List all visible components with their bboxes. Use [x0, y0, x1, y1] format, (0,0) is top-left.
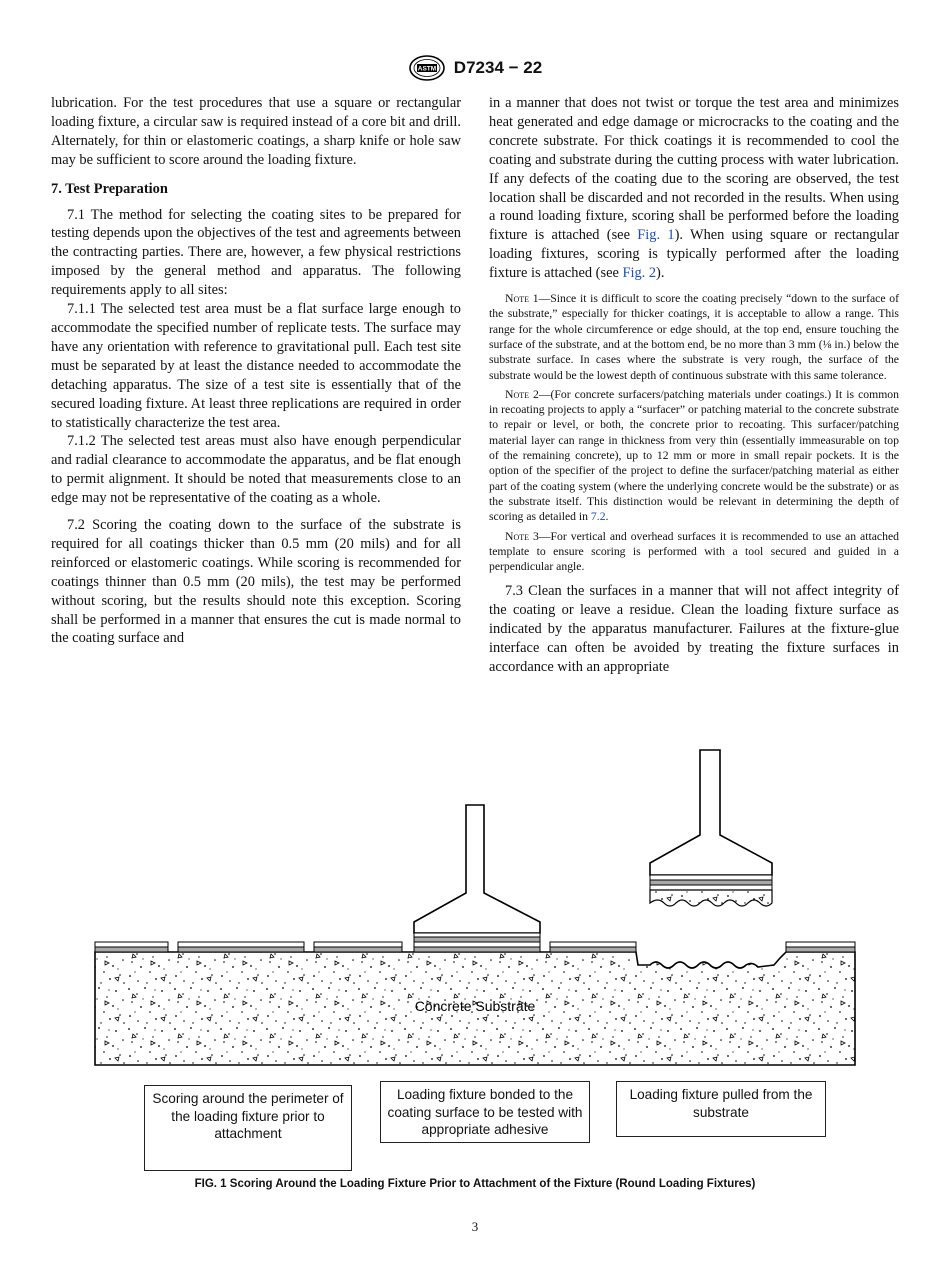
note-3: Note 3—For vertical and overhead surfaces it is recommended to use an attached template to ensure scoring is performed with a tool secured and guided in a perpendicular angle.: [489, 529, 899, 574]
paragraph-7-1-2: 7.1.2 The selected test areas must also have enough perpendicular and radial clearance to accommodate the apparatus, and be flat enough to permit alignment. It should be noted that measurements close to an edge may not be representative of the coating as a whole.: [51, 433, 461, 507]
figure-caption: FIG. 1 Scoring Around the Loading Fixture Prior to Attachment of the Fixture (Round Loading Fixtures): [194, 1178, 756, 1190]
callout-box-scoring: Scoring around the perimeter of the loading fixture prior to attachment: [144, 1085, 352, 1171]
astm-logo-icon: [408, 55, 446, 81]
paragraph-7-3: 7.3 Clean the surfaces in a manner that will not affect integrity of the coating or leave a residue. Clean the loading fixture surface as indicated by the apparatus manufacturer. Failures at the fixture-glue interface can often be avoided by treating the fixture surfaces in accordance with an appropriate: [489, 583, 899, 676]
paragraph-7-1-1: 7.1.1 The selected test area must be a flat surface large enough to accommodate the specified number of replicate tests. The surface may have any orientation with reference to gravitational pull. Each test site must be separated by at least the distance needed to accommodate the detaching apparatus. The size of a test site is essentially that of the secured loading fixture. At least three replications are required in order to statistically characterize the test area.: [51, 301, 461, 431]
figure-1: [80, 745, 870, 1185]
figure-1-diagram: [80, 745, 870, 1075]
coating-layers: [95, 942, 855, 952]
paragraph-continued: lubrication. For the test procedures that use a square or rectangular loading fixture, a circular saw is required instead of a core bit and drill. Alternately, for thin or elastomeric coatings, a sharp knife or hole saw may be sufficient to score around the loading fixture.: [51, 95, 461, 168]
note-2: Note 2—(For concrete surfacers/patching materials under coatings.) It is common in recoating projects to apply a “surfacer” or patching material to the concrete substrate to repair or level, or both, the concrete prior to recoating. This surfacer/patching material layer can range in thickness from very thin (essentially immeasurable on top of the remaining concrete), up to 12 mm or more in small repair pockets. It is the option of the specifier of the project to define the surfacer/patching material as either part of the coating system (where the underlying concrete would be the substrate) or as the substrate itself. This distinction would be relevant in determining the depth of scoring as detailed in 7.2.: [489, 387, 899, 524]
substrate-label: Concrete Substrate: [414, 998, 536, 1014]
fig2-link[interactable]: Fig. 2: [622, 265, 657, 282]
note-1: Note 1—Since it is difficult to score the coating precisely “down to the surface of the substrate,” especially for thicker coatings, it is acceptable to allow a range. This range for the whole circumference or edge should, at the top end, ensure touching the surface of the substrate, and at the bottom end, be no more than 3 mm (⅛ in.) below the substrate surface. In cases where the substrate is very rough, the surface of the substrate would be the lowest depth of continuous substrate with this same tolerance.: [489, 292, 899, 382]
page-header: [0, 55, 950, 85]
page-number: 3: [471, 1219, 479, 1234]
right-column: [489, 94, 899, 677]
paragraph-7-2-continued: in a manner that does not twist or torque the test area and minimizes heat generated and edge damage or microcracks to the coating and the concrete substrate. For thick coatings it is recommended to cool the coating and substrate during the cutting process with water lubrication. If any defects of the coating due to the scoring are observed, the test location shall be discarded and not recorded in the results. When using a round loading fixture, scoring shall be performed before the loading fixture is attached (see Fig. 1). When using square or rectangular loading fixtures, scoring is typically performed after the loading fixture is attached (see Fig. 2).: [489, 95, 899, 282]
document-code: D7234 − 22: [453, 58, 543, 77]
bonded-loading-fixture: [414, 805, 540, 942]
pulled-loading-fixture: [650, 750, 772, 906]
callout-box-pulled: Loading fixture pulled from the substrate: [616, 1081, 826, 1137]
left-column: [51, 94, 461, 648]
section-heading: 7. Test Preparation: [51, 180, 168, 197]
section-7-2-link[interactable]: 7.2: [590, 510, 606, 524]
fig1-link[interactable]: Fig. 1: [637, 227, 675, 244]
svg-text:ASTM: ASTM: [417, 65, 437, 73]
paragraph-7-1: 7.1 The method for selecting the coating sites to be prepared for testing depends upon the objectives of the test and agreements between the contracting parties. There are, however, a few physical restrictions imposed by the general method and apparatus. The following requirements apply to all sites:: [51, 206, 462, 299]
paragraph-7-2: 7.2 Scoring the coating down to the surface of the substrate is required for all coatings thicker than 0.5 mm (20 mils) and for all reinforced or elastomeric coatings. While scoring is recommended for coatings thinner than 0.5 mm (20 mils), the test may be performed without scoring, but the results should note this exception. Scoring shall be performed in a manner that ensures the cut is made normal to the coating surface and: [51, 517, 461, 647]
callout-box-bonded: Loading fixture bonded to the coating surface to be tested with appropriate adhesive: [380, 1081, 590, 1143]
